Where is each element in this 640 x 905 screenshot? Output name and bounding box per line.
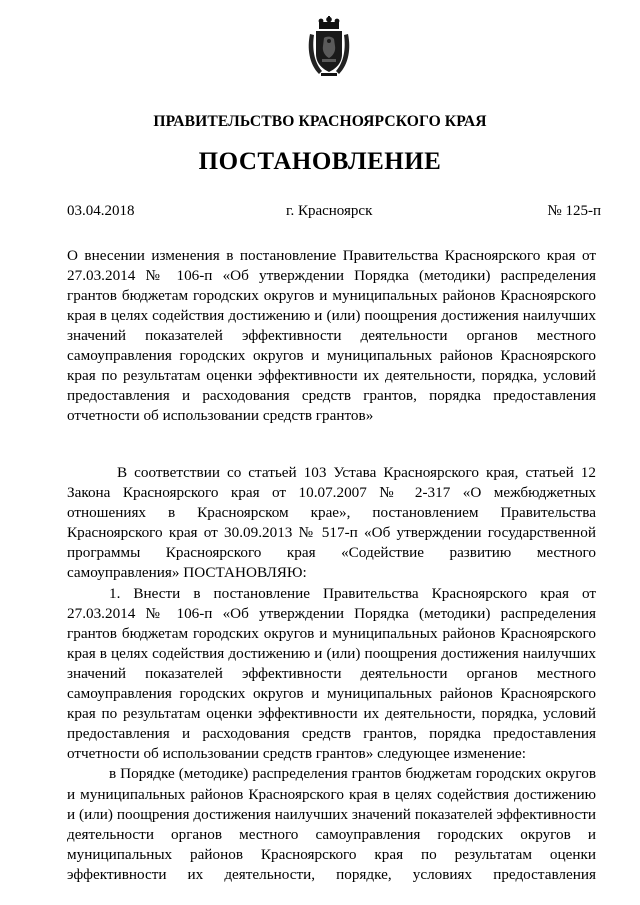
krasnoyarsk-coat-of-arms-icon	[307, 16, 351, 78]
document-subject	[67, 246, 596, 426]
document-date: 03.04.2018	[67, 203, 135, 219]
item-1-paragraph: 1. Внести в постановление Правительства Красноярского края от 27.03.2014 № 106-п «Об утверждении Порядка (методики) распределения грантов бюджетам городских округов и муниципальных районов Красноярского края в целях содействия достижению и (или) поощрения достижения наилучших значений показателей эффективности деятельности органов местного самоуправления городских округов и муниципальных районов Красноярского края по результатам оценки эффективности их деятельности, порядка, условий предоставления и расходования средств грантов, порядка предоставления отчетности об использовании средств грантов» следующее изменение:	[67, 584, 596, 763]
subject-text: О внесении изменения в постановление Правительства Красноярского края от 27.03.2014 № 106-п «Об утверждении Порядка (методики) распределения грантов бюджетам городских округов и муниципальных районов Красноярского края в целях содействия достижению и (или) поощрения достижения наилучших значений показателей эффективности деятельности органов местного самоуправления городских округов и муниципальных районов Красноярского края по результатам оценки эффективности их деятельности, порядка, условий предоставления и расходования средств грантов, порядка предоставления отчетности об использовании средств грантов»	[67, 247, 596, 424]
document-body	[67, 463, 596, 885]
item-1-text-paragraph: в Порядке (методике) распределения грантов бюджетам городских округов и муниципальных районов Красноярского края в целях содействия достижению и (или) поощрения достижения наилучших значений показателей эффективности деятельности органов местного самоуправления городских округов и муниципальных районов Красноярского края по результатам оценки эффективности их деятельности, порядке, условиях предоставления	[67, 765, 596, 883]
government-name: ПРАВИТЕЛЬСТВО КРАСНОЯРСКОГО КРАЯ	[153, 113, 487, 130]
document-number: № 125-п	[547, 203, 601, 219]
document-type-title: ПОСТАНОВЛЕНИЕ	[198, 148, 442, 175]
preamble-paragraph: В соответствии со статьей 103 Устава Красноярского края, статьей 12 Закона Красноярского края от 10.07.2007 № 2-317 «О межбюджетных отношениях в Красноярском крае», постановлением Правительства Красноярского края от 30.09.2013 № 517-п «Об утверждении государственной программы Красноярского края «Содействие развитию местного самоуправления» ПОСТАНОВЛЯЮ:	[67, 464, 596, 582]
document-city: г. Красноярск	[286, 203, 373, 219]
